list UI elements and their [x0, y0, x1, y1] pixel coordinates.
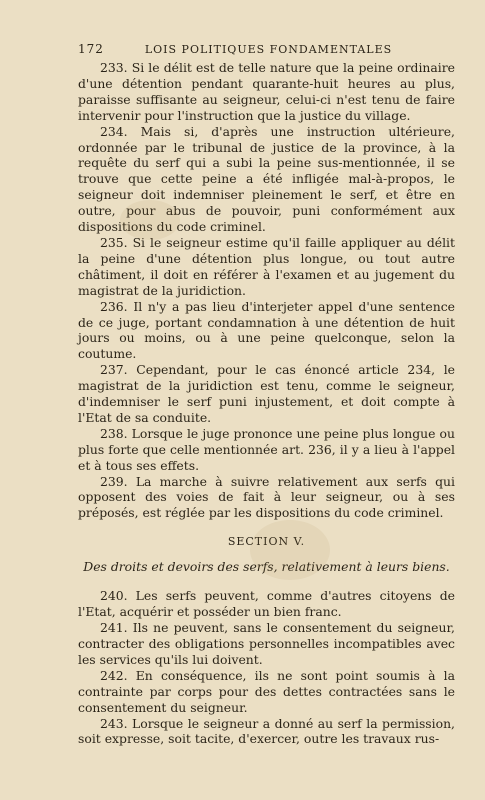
article-paragraph: 241. Ils ne peuvent, sans le consentement du seigneur, contracter des obligations personnelles incompatibles avec les services qu'ils lui doivent.: [78, 620, 455, 667]
article-paragraph: 243. Lorsque le seigneur a donné au serf la permission, soit expresse, soit tacite, d'exercer, outre les travaux rus-: [78, 715, 455, 747]
article-paragraph: 234. Mais si, d'après une instruction ultérieure, ordonnée par le tribunal de justice de la province, à la requête du serf qui a subi la peine sus-mentionnée, il se trouve que cette peine a été infligée mal-à-propos, le seigneur doit indemniser pleinement le serf, et être en outre, pour abus de pouvoir, puni conformément aux dispositions du code criminel.: [78, 123, 455, 235]
article-paragraph: 236. Il n'y a pas lieu d'interjeter appel d'une sentence de ce juge, portant condamnation à une détention de huit jours ou moins, ou à une peine quelconque, selon la coutume.: [78, 298, 455, 362]
article-paragraph: 238. Lorsque le juge prononce une peine plus longue ou plus forte que celle mentionnée art. 236, il y a lieu à l'appel et à tous ses effets.: [78, 425, 455, 473]
article-paragraph: 240. Les serfs peuvent, comme d'autres citoyens de l'Etat, acquérir et posséder un bien franc.: [78, 588, 455, 620]
section-title: SECTION V.: [227, 535, 306, 549]
article-paragraph: 239. La marche à suivre relativement aux serfs qui opposent des voies de fait à leur seigneur, ou à ses préposés, est réglée par les dispositions du code criminel.: [78, 473, 455, 521]
article-paragraph: 242. En conséquence, ils ne sont point soumis à la contrainte par corps pour des dettes contractées sans le consentement du seigneur.: [78, 667, 455, 715]
article-paragraph: 233. Si le délit est de telle nature que la peine ordinaire d'une détention pendant quarante-huit heures au plus, paraisse suffisante au seigneur, celui-ci n'est tenu de faire intervenir pour l'instruction que la justice du village.: [78, 60, 455, 123]
running-title: LOIS POLITIQUES FONDAMENTALES: [144, 43, 393, 56]
article-paragraph: 235. Si le seigneur estime qu'il faille appliquer au délit la peine d'une détention plus longue, ou tout autre châtiment, il doit en référer à l'examen et au jugement du magistrat de la juridiction.: [78, 234, 455, 298]
page-header: [78, 42, 455, 56]
articles-block-before: [78, 60, 455, 521]
page-number: 172: [78, 42, 104, 56]
article-paragraph: 237. Cependant, pour le cas énoncé article 234, le magistrat de la juridiction est tenu, comme le seigneur, d'indemniser le serf puni injustement, et doit compte à l'Etat de sa conduite.: [78, 362, 455, 425]
section-subtitle: Des droits et devoirs des serfs, relativement à leurs biens.: [83, 559, 450, 575]
articles-block-after: [78, 588, 455, 747]
